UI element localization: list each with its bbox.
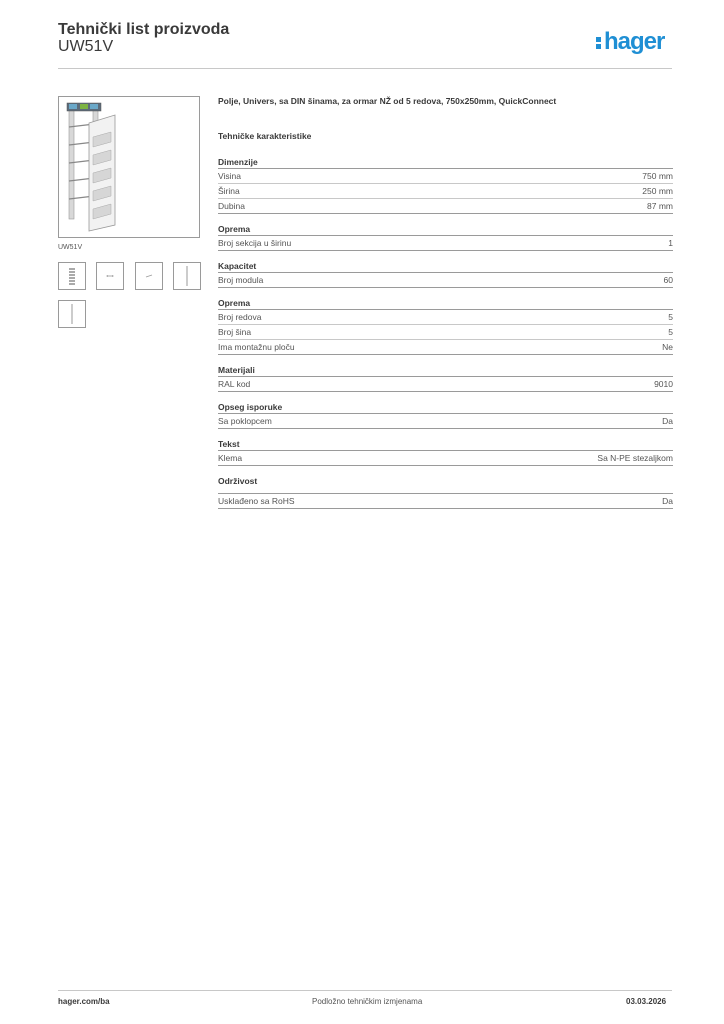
side-view-icon [174,263,200,289]
spec-label: Klema [218,453,243,463]
spec-label: Broj modula [218,275,264,285]
thumbnail-rail-view[interactable] [58,300,86,328]
spec-value: 1 [668,238,673,248]
spec-value: Da [662,416,673,426]
product-image[interactable] [58,96,200,238]
spec-value: 9010 [654,379,673,389]
spec-value: 87 mm [647,201,673,211]
table-row [218,310,673,325]
spec-label: Broj redova [218,312,262,322]
product-description: Polje, Univers, sa DIN šinama, za ormar NŽ od 5 redova, 750x250mm, QuickConnect [218,96,557,106]
spec-label: Sa poklopcem [218,416,272,426]
page-title: Tehnički list proizvoda [58,21,230,38]
table-row [218,414,673,429]
spec-label: Broj šina [218,327,252,337]
table-row [218,199,673,214]
thumbnail-width-dimension[interactable] [96,262,124,290]
spec-value: Sa N-PE stezaljkom [597,453,673,463]
hager-logo [596,28,664,56]
spec-value: Ne [662,342,673,352]
width-arrow-icon [97,263,123,289]
group-header-materijali: Materijali [218,364,673,377]
image-caption: UW51V [58,244,83,251]
spec-label: Ima montažnu ploču [218,342,295,352]
group-header-oprema-2: Oprema [218,297,673,310]
product-code: UW51V [58,38,114,55]
group-header-tekst: Tekst [218,438,673,451]
thumbnail-side-view[interactable] [173,262,201,290]
spec-label: Visina [218,171,241,181]
table-row [218,494,673,509]
thumbnail-front-view[interactable] [58,262,86,290]
spec-label: RAL kod [218,379,251,389]
table-row [218,451,673,466]
footer-divider [58,990,672,991]
spec-label: Usklađeno sa RoHS [218,496,295,506]
spec-label: Dubina [218,201,245,211]
spec-value: 5 [668,312,673,322]
table-row [218,184,673,199]
logo-colon-icon [596,33,603,49]
group-header-dimenzije: Dimenzije [218,156,673,169]
thumbnail-depth-dimension[interactable] [135,262,163,290]
depth-arrow-icon [136,263,162,289]
spec-label: Broj sekcija u širinu [218,238,292,248]
table-row [218,340,673,355]
footer-website-link[interactable]: hager.com/ba [58,997,110,1006]
spec-value: Da [662,496,673,506]
table-row [218,169,673,184]
footer-date: 03.03.2026 [626,997,667,1006]
front-view-icon [59,263,85,289]
panel-illustration-icon [59,97,199,237]
section-title: Tehničke karakteristike [218,131,312,141]
spec-value: 750 mm [642,171,673,181]
spec-table [218,156,673,509]
group-header-odrzivost: Održivost [218,475,673,494]
spec-value: 5 [668,327,673,337]
table-row [218,236,673,251]
group-header-kapacitet: Kapacitet [218,260,673,273]
table-row [218,377,673,392]
table-row [218,273,673,288]
logo-text: hager [604,28,665,55]
header-divider [58,68,672,69]
footer-note: Podložno tehničkim izmjenama [312,997,423,1006]
spec-label: Širina [218,186,240,196]
table-row [218,325,673,340]
rail-view-icon [59,301,85,327]
spec-value: 250 mm [642,186,673,196]
group-header-oprema: Oprema [218,223,673,236]
spec-value: 60 [663,275,673,285]
group-header-opseg-isporuke: Opseg isporuke [218,401,673,414]
